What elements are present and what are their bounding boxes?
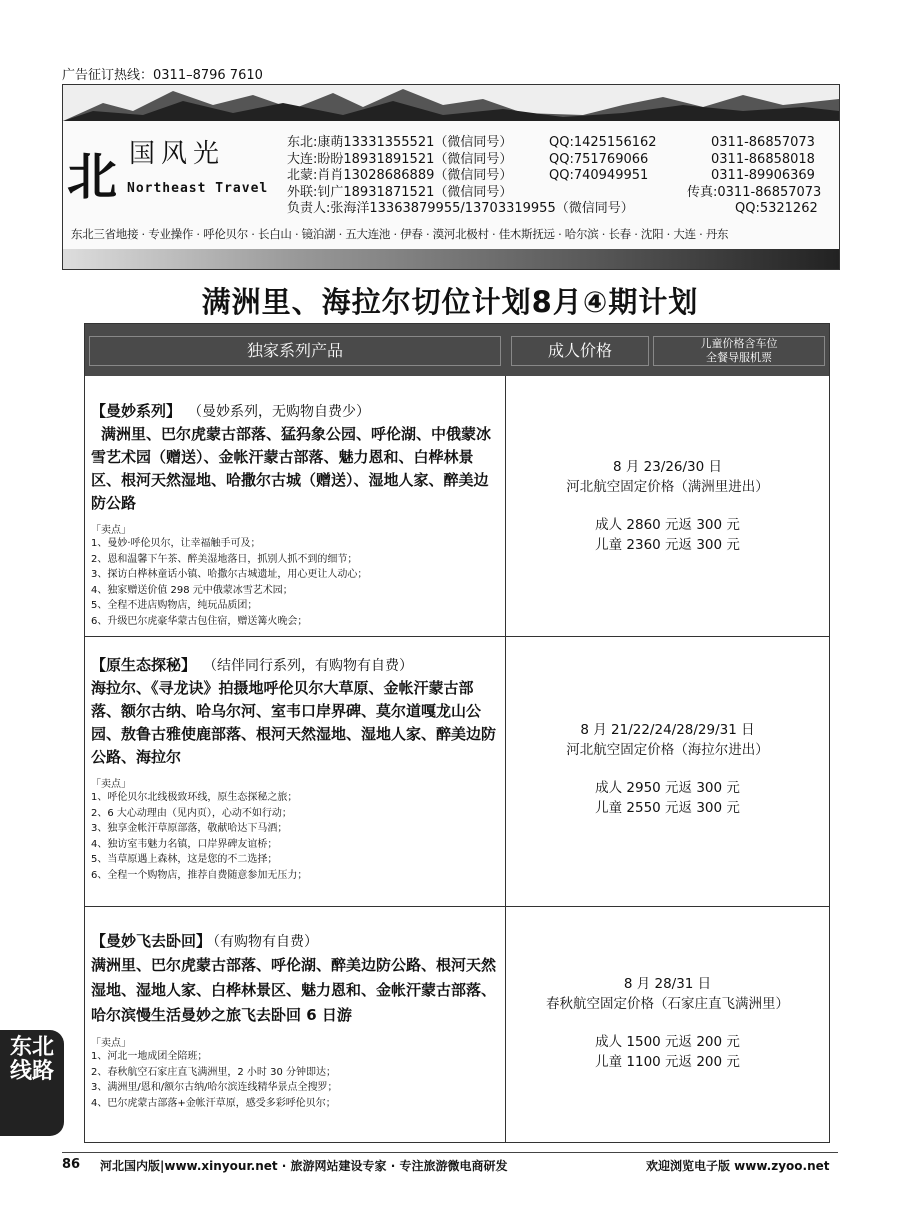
product-desc: 满洲里、巴尔虎蒙古部落、呼伦湖、醉美边防公路、根河天然湿地、湿地人家、白桦林景区、魅力恩和、金帐汗蒙古部落、哈尔滨慢生活曼妙之旅飞去卧回 6 日游 xyxy=(91,956,497,1024)
contact-name: 负责人:张海洋13363879955/13703319955（微信同号） xyxy=(287,201,634,216)
departure-dates: 8 月 21/22/24/28/29/31 日 xyxy=(580,722,755,738)
selling-points-title: 「卖点」 xyxy=(91,779,131,790)
selling-point: 2、春秋航空石家庄直飞满洲里，2 小时 30 分钟即达； xyxy=(91,1066,336,1078)
flight-info: 河北航空固定价格（满洲里进出） xyxy=(566,479,769,495)
table-header xyxy=(85,324,829,376)
adult-price: 成人 2950 元返 300 元 xyxy=(595,780,740,796)
contact-phone: 0311-86857073 xyxy=(711,135,815,150)
adult-price: 成人 1500 元返 200 元 xyxy=(595,1034,740,1050)
child-price: 儿童 2360 元返 300 元 xyxy=(595,537,740,553)
contact-fax: 传真:0311-86857073 xyxy=(687,184,822,200)
banner-bottom-band xyxy=(63,249,839,269)
product-title xyxy=(91,930,501,951)
footer-left-text: 河北国内版|www.xinyour.net · 旅游网站建设专家 · 专注旅游微电商研发 xyxy=(100,1159,508,1173)
flight-info: 春秋航空固定价格（石家庄直飞满洲里） xyxy=(546,996,789,1012)
product-note: （结伴同行系列，有购物有自费） xyxy=(210,658,414,674)
contact-name: 东北:康萌13331355521（微信同号） xyxy=(287,135,513,150)
contact-qq: QQ:740949951 xyxy=(549,168,649,183)
ad-hotline: 广告征订热线：0311–8796 7610 xyxy=(62,68,263,83)
product-title xyxy=(91,400,501,421)
child-price: 儿童 2550 元返 300 元 xyxy=(595,800,740,816)
child-price: 儿童 1100 元返 200 元 xyxy=(595,1054,740,1070)
header-adult-price: 成人价格 xyxy=(511,336,649,366)
product-row-2 xyxy=(91,654,501,883)
selling-point: 5、当草原遇上森林，这是您的不二选择； xyxy=(91,854,278,865)
side-tab-line1: 东北 xyxy=(9,1035,54,1060)
selling-point: 3、探访白桦林童话小镇、哈撒尔古城遗址，用心更让人动心； xyxy=(91,569,368,580)
logo-english: Northeast Travel xyxy=(127,181,269,196)
selling-point: 4、巴尔虎蒙古部落+金帐汗草原，感受多彩呼伦贝尔； xyxy=(91,1097,336,1109)
header-child-price xyxy=(653,336,825,366)
product-note: （曼妙系列，无购物自费少） xyxy=(195,404,371,420)
selling-points-title: 「卖点」 xyxy=(91,1038,131,1049)
departure-dates: 8 月 28/31 日 xyxy=(623,976,712,992)
contact-qq: QQ:1425156162 xyxy=(549,135,657,150)
selling-point: 3、满洲里/恩和/额尔古纳/哈尔滨连线精华景点全搜罗； xyxy=(91,1082,338,1093)
flight-info: 河北航空固定价格（海拉尔进出） xyxy=(566,742,769,758)
product-note: （有购物有自费） xyxy=(213,934,319,950)
product-row-3 xyxy=(91,930,501,1111)
product-desc: 海拉尔、《寻龙诀》拍摄地呼伦贝尔大草原、金帐汗蒙古部落、额尔古纳、哈乌尔河、室韦口岸界碑、莫尔道嘎龙山公园、敖鲁古雅使鹿部落、根河天然湿地、湿地人家、醉美边防公路、海拉尔 xyxy=(91,679,497,766)
footer-right-text: 欢迎浏览电子版 www.zyoo.net xyxy=(646,1159,830,1173)
contact-name: 大连:盼盼18931891521（微信同号） xyxy=(287,151,513,167)
selling-point: 6、全程一个购物店，推荐自费随意参加无压力； xyxy=(91,869,308,881)
product-title xyxy=(91,654,501,675)
row-divider xyxy=(85,906,829,907)
contact-qq: QQ:751769066 xyxy=(549,151,649,167)
header-child-line2: 全餐导服机票 xyxy=(706,351,772,364)
selling-point: 2、恩和温馨下午茶、醉美湿地落日，抓别人抓不到的细节； xyxy=(91,553,358,565)
adult-price: 成人 2860 元返 300 元 xyxy=(595,517,740,533)
contact-phone: 0311-89906369 xyxy=(711,168,815,183)
price-cell-2 xyxy=(506,720,829,818)
departure-dates: 8 月 23/26/30 日 xyxy=(612,459,723,475)
page-number: 86 xyxy=(62,1157,81,1172)
price-cell-1 xyxy=(506,457,829,555)
selling-points-title: 「卖点」 xyxy=(91,525,131,536)
contact-name: 外联:钊广18931871521（微信同号） xyxy=(287,184,513,200)
contact-name: 北蒙:肖肖13028686889（微信同号） xyxy=(287,168,513,183)
product-desc: 满洲里、巴尔虎蒙古部落、猛犸象公园、呼伦湖、中俄蒙冰雪艺术园（赠送）、金帐汗蒙古部落、魅力恩和、白桦林景区、根河天然湿地、哈撒尔古城（赠送）、湿地人家、醉美边防公路 xyxy=(91,425,492,512)
agency-banner xyxy=(62,84,840,270)
selling-point: 1、河北一地成团全陪班； xyxy=(91,1051,208,1062)
header-product: 独家系列产品 xyxy=(89,336,501,366)
selling-point: 2、6 大心动理由（见内页），心动不如行动； xyxy=(91,807,292,819)
section-side-tab xyxy=(0,1030,64,1136)
product-name: 【原生态探秘】 xyxy=(91,656,197,674)
price-cell-3 xyxy=(506,974,829,1072)
selling-point: 5、全程不进店购物店，纯玩品质团； xyxy=(91,600,258,611)
selling-point: 1、曼妙·呼伦贝尔，让幸福触手可及； xyxy=(91,538,261,549)
contact-phone: 0311-86858018 xyxy=(711,151,815,167)
selling-point: 4、独访室韦魅力名镇，口岸界碑友谊桥； xyxy=(91,838,278,850)
service-list: 东北三省地接 · 专业操作 · 呼伦贝尔 · 长白山 · 镜泊湖 · 五大连池 · 伊春 · 漠河北极村 · 佳木斯抚远 · 哈尔滨 · 长春 · 沈阳 · 大连 · 丹东 xyxy=(71,227,729,241)
logo-bei: 北 xyxy=(67,147,117,206)
product-name: 【曼妙系列】 xyxy=(91,402,182,420)
side-tab-line2: 线路 xyxy=(9,1059,54,1084)
product-table xyxy=(84,323,830,1143)
mountain-image xyxy=(63,85,839,121)
footer-divider xyxy=(62,1152,838,1153)
product-row-1 xyxy=(91,400,501,629)
page-title: 满洲里、海拉尔切位计划8月④期计划 xyxy=(201,285,699,319)
contact-qq: QQ:5321262 xyxy=(735,201,818,216)
row-divider xyxy=(85,636,829,637)
product-name: 【曼妙飞去卧回】 xyxy=(91,932,212,950)
selling-point: 6、升级巴尔虎豪华蒙古包住宿，赠送篝火晚会； xyxy=(91,615,308,627)
header-child-line1: 儿童价格含车位 xyxy=(700,337,778,350)
selling-point: 1、呼伦贝尔北线极致环线，原生态探秘之旅； xyxy=(91,792,298,803)
logo-name: 国风光 xyxy=(129,139,226,169)
selling-point: 3、独享金帐汗草原部落，敬献哈达下马酒； xyxy=(91,823,288,834)
selling-point: 4、独家赠送价值 298 元中俄蒙冰雪艺术园； xyxy=(91,584,293,596)
